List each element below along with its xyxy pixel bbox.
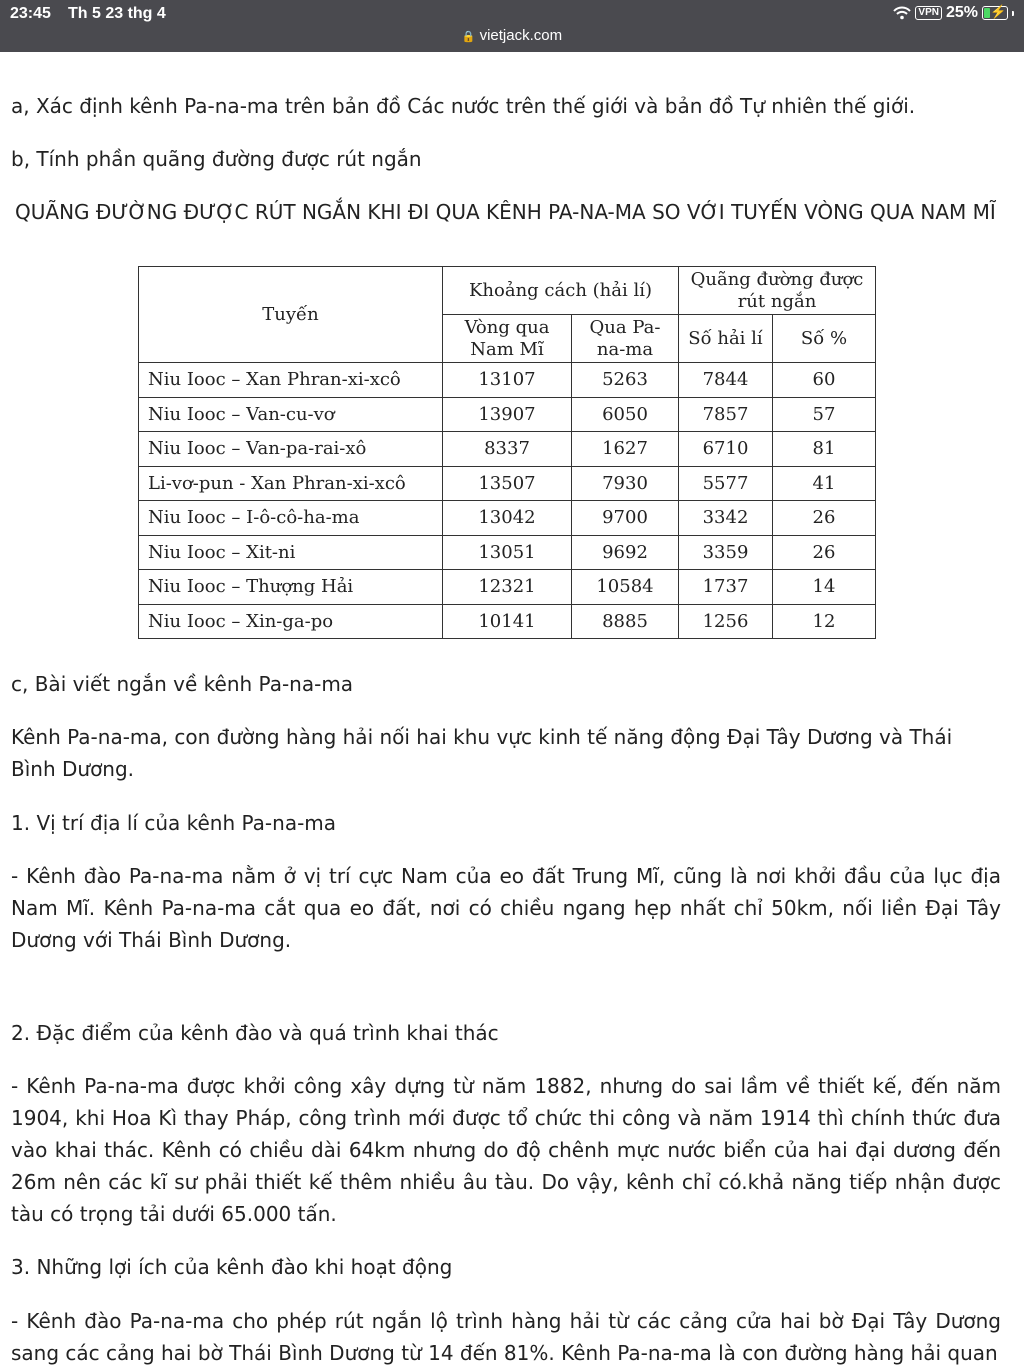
cell-route: Niu Iooc – I-ô-cô-ha-ma bbox=[139, 501, 443, 536]
cell-panama: 5263 bbox=[572, 363, 679, 398]
th-pct: Số % bbox=[773, 315, 876, 363]
wifi-icon bbox=[893, 6, 911, 20]
cell-nm: 5577 bbox=[679, 466, 773, 501]
cell-panama: 6050 bbox=[572, 397, 679, 432]
paragraph-b: b, Tính phần quãng đường được rút ngắn bbox=[11, 147, 422, 171]
cell-pct: 26 bbox=[773, 501, 876, 536]
cell-around: 13051 bbox=[443, 535, 572, 570]
status-time: 23:45 bbox=[10, 5, 51, 22]
cell-pct: 12 bbox=[773, 604, 876, 639]
th-around: Vòng qua Nam Mĩ bbox=[443, 315, 572, 363]
th-nm: Số hải lí bbox=[679, 315, 773, 363]
cell-around: 13507 bbox=[443, 466, 572, 501]
cell-nm: 7857 bbox=[679, 397, 773, 432]
table-row bbox=[139, 570, 876, 605]
cell-pct: 60 bbox=[773, 363, 876, 398]
cell-nm: 6710 bbox=[679, 432, 773, 467]
status-bar bbox=[0, 0, 1024, 52]
table-row bbox=[139, 466, 876, 501]
cell-around: 10141 bbox=[443, 604, 572, 639]
cell-nm: 7844 bbox=[679, 363, 773, 398]
cell-pct: 41 bbox=[773, 466, 876, 501]
cell-route: Niu Iooc – Thượng Hải bbox=[139, 570, 443, 605]
vpn-badge: VPN bbox=[915, 6, 942, 20]
paragraph-benefits: - Kênh đào Pa-na-ma cho phép rút ngắn lộ trình hàng hải từ các cảng cửa hai bờ Đại Tây Dương sang các cảng hai bờ Thái Bình Dương từ 14 đến 81%. Kênh Pa-na-ma là con đường hàng hải quan bbox=[11, 1309, 1001, 1365]
status-date: Th 5 23 thg 4 bbox=[68, 5, 166, 22]
paragraph-location: - Kênh đào Pa-na-ma nằm ở vị trí cực Nam của eo đất Trung Mĩ, cũng là nơi khởi đầu của lục địa Nam Mĩ. Kênh Pa-na-ma cắt qua eo đất, nơi có chiều ngang hẹp nhất chỉ 50km, nối liền Đại Tây Dương với Thái Bình Dương. bbox=[11, 864, 1001, 952]
paragraph-c: c, Bài viết ngắn về kênh Pa-na-ma bbox=[11, 672, 354, 696]
th-route: Tuyến bbox=[139, 267, 443, 363]
distance-table bbox=[138, 266, 876, 639]
cell-route: Niu Iooc – Van-cu-vơ bbox=[139, 397, 443, 432]
th-panama: Qua Pa-na-ma bbox=[572, 315, 679, 363]
cell-pct: 26 bbox=[773, 535, 876, 570]
paragraph-a: a, Xác định kênh Pa-na-ma trên bản đồ Các nước trên thế giới và bản đồ Tự nhiên thế giới. bbox=[11, 94, 916, 118]
table-caption: QUÃNG ĐƯỜNG ĐƯỢC RÚT NGẮN KHI ĐI QUA KÊNH PA-NA-MA SO VỚI TUYẾN VÒNG QUA NAM MĨ bbox=[15, 200, 996, 224]
cell-nm: 1737 bbox=[679, 570, 773, 605]
table-row bbox=[139, 501, 876, 536]
cell-route: Niu Iooc – Van-pa-rai-xô bbox=[139, 432, 443, 467]
cell-route: Niu Iooc – Xin-ga-po bbox=[139, 604, 443, 639]
cell-panama: 9700 bbox=[572, 501, 679, 536]
table-row bbox=[139, 397, 876, 432]
cell-panama: 8885 bbox=[572, 604, 679, 639]
heading-features: 2. Đặc điểm của kênh đào và quá trình khai thác bbox=[11, 1021, 499, 1045]
status-indicators bbox=[893, 4, 1014, 22]
cell-panama: 7930 bbox=[572, 466, 679, 501]
cell-nm: 3342 bbox=[679, 501, 773, 536]
paragraph-intro: Kênh Pa-na-ma, con đường hàng hải nối hai khu vực kinh tế năng động Đại Tây Dương và Thái Bình Dương. bbox=[11, 725, 953, 781]
cell-around: 8337 bbox=[443, 432, 572, 467]
heading-location: 1. Vị trí địa lí của kênh Pa-na-ma bbox=[11, 811, 337, 835]
cell-nm: 1256 bbox=[679, 604, 773, 639]
cell-pct: 57 bbox=[773, 397, 876, 432]
cell-panama: 9692 bbox=[572, 535, 679, 570]
cell-around: 13907 bbox=[443, 397, 572, 432]
paragraph-features: - Kênh Pa-na-ma được khởi công xây dựng từ năm 1882, nhưng do sai lầm về thiết kế, đến năm 1904, khi Hoa Kì thay Pháp, công trình mới được tổ chức thi công và năm 1914 thì chính thức đưa vào khai thác. Kênh có chiều dài 64km nhưng do độ chênh mực nước biển của hai đại dương đến 26m nên các kĩ sư phải thiết kế thêm nhiều âu tàu. Do vậy, kênh chỉ có.khả năng tiếp nhận được tàu có trọng tải dưới 65.000 tấn. bbox=[11, 1074, 1001, 1226]
cell-pct: 14 bbox=[773, 570, 876, 605]
lock-icon: 🔒 bbox=[461, 31, 476, 43]
th-distance: Khoảng cách (hải lí) bbox=[443, 267, 679, 315]
address-bar[interactable] bbox=[0, 27, 1024, 44]
table-row bbox=[139, 604, 876, 639]
battery-percent: 25% bbox=[945, 4, 978, 21]
cell-nm: 3359 bbox=[679, 535, 773, 570]
table-row bbox=[139, 432, 876, 467]
table-row bbox=[139, 363, 876, 398]
cell-pct: 81 bbox=[773, 432, 876, 467]
battery-icon: ⚡ bbox=[982, 6, 1008, 20]
cell-around: 13042 bbox=[443, 501, 572, 536]
cell-panama: 1627 bbox=[572, 432, 679, 467]
url-text: vietjack.com bbox=[479, 27, 563, 44]
cell-panama: 10584 bbox=[572, 570, 679, 605]
cell-around: 12321 bbox=[443, 570, 572, 605]
th-saved: Quãng đường được rút ngắn bbox=[679, 267, 876, 315]
heading-benefits: 3. Những lợi ích của kênh đào khi hoạt động bbox=[11, 1255, 453, 1279]
cell-around: 13107 bbox=[443, 363, 572, 398]
cell-route: Li-vơ-pun - Xan Phran-xi-xcô bbox=[139, 466, 443, 501]
cell-route: Niu Iooc – Xan Phran-xi-xcô bbox=[139, 363, 443, 398]
table-row bbox=[139, 535, 876, 570]
cell-route: Niu Iooc – Xit-ni bbox=[139, 535, 443, 570]
